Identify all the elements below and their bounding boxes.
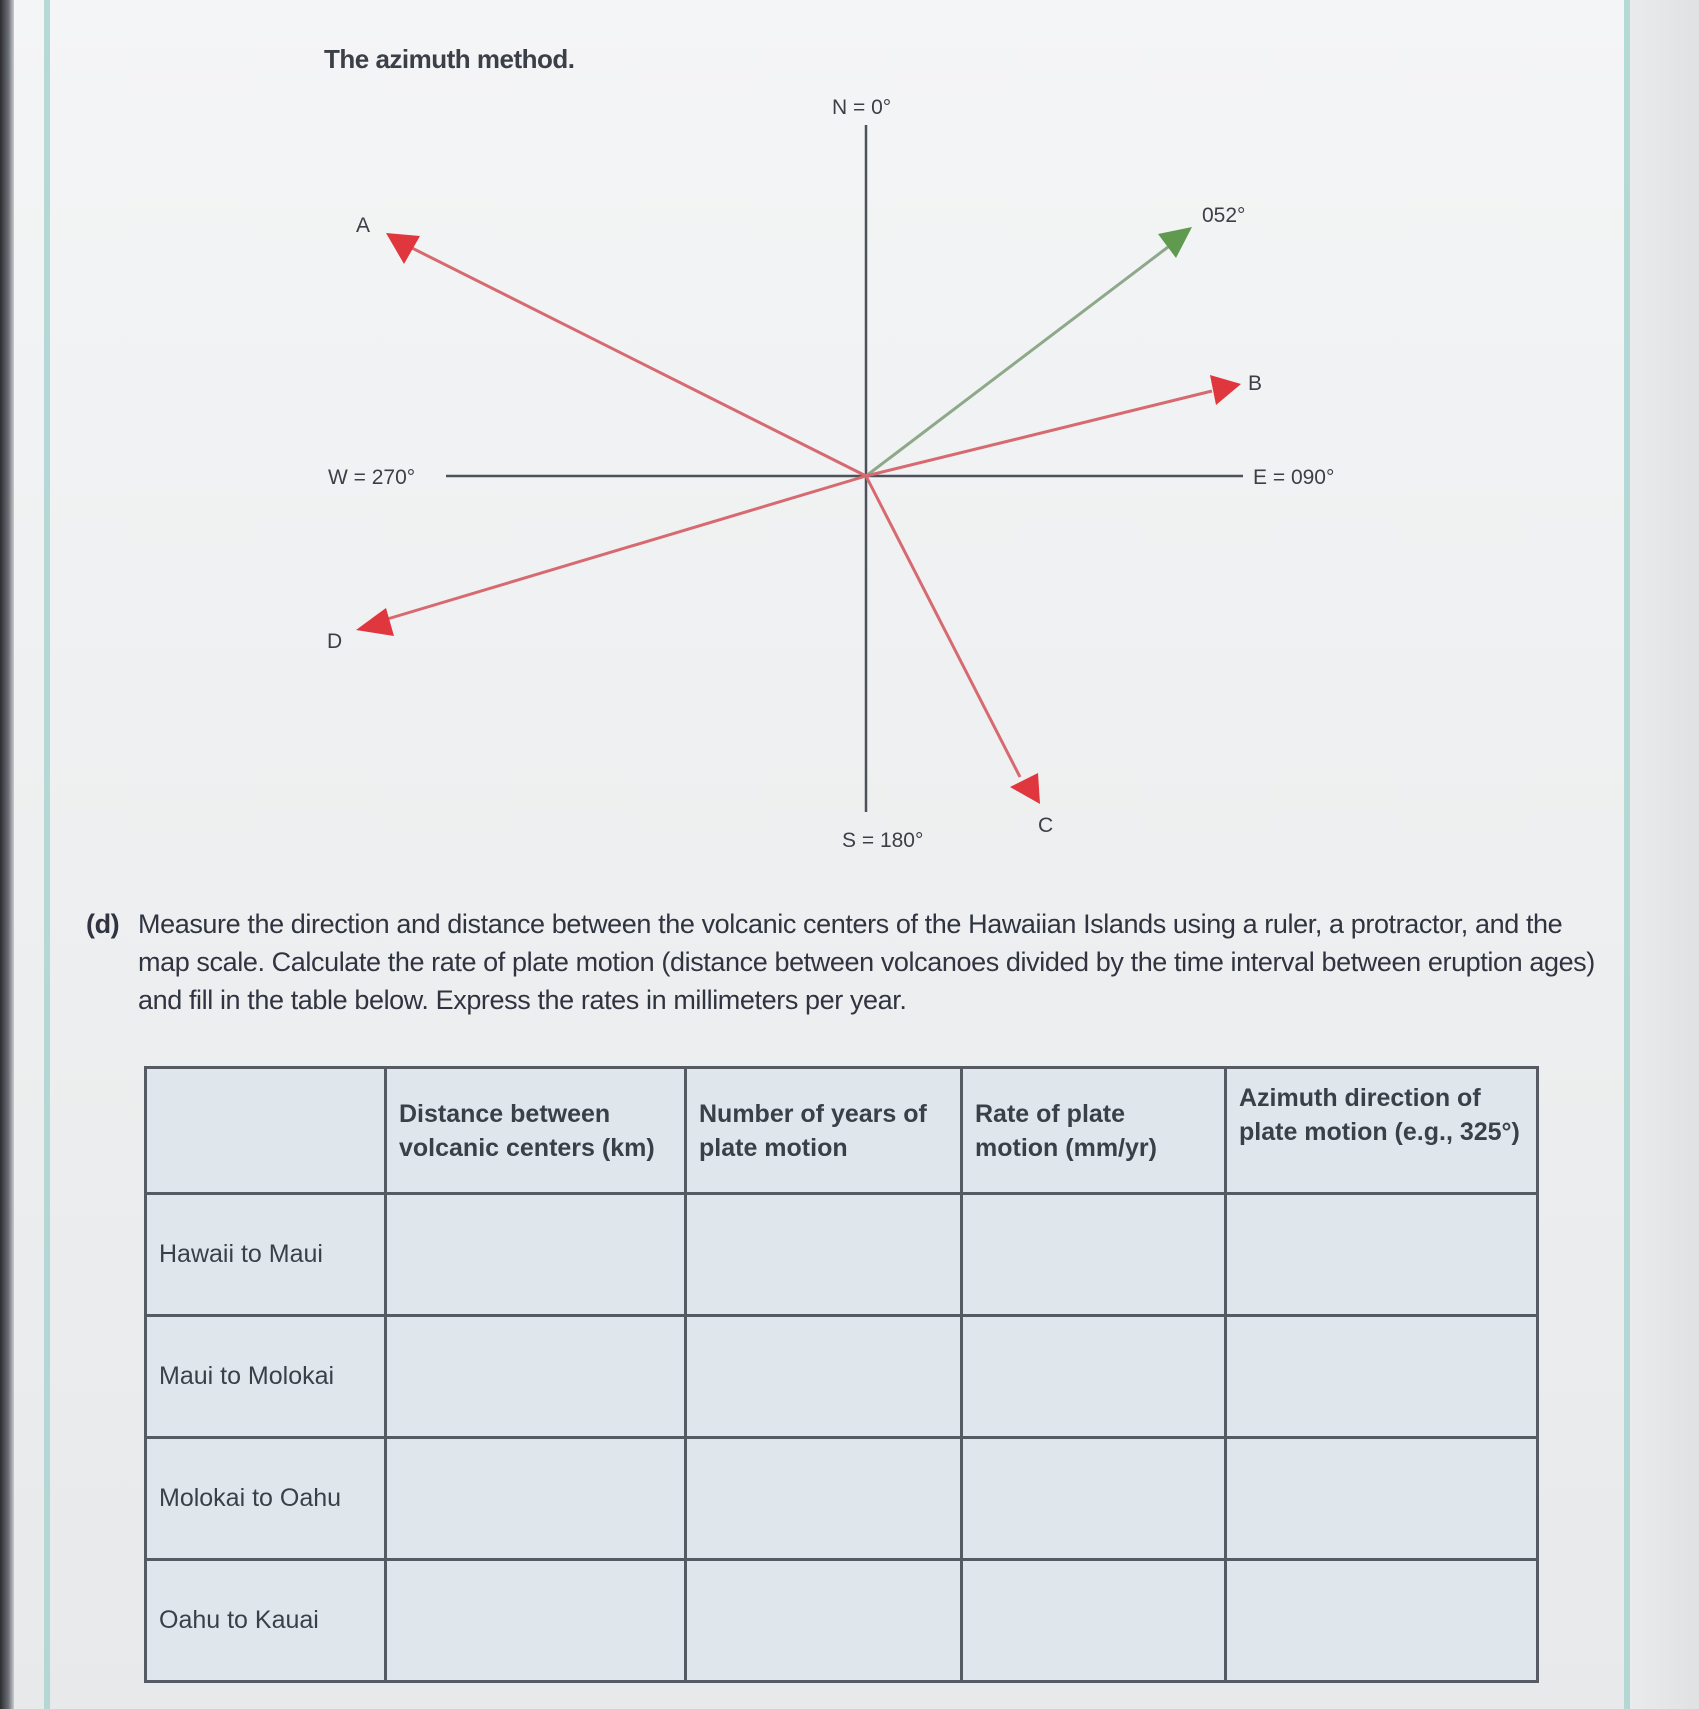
azimuth-cell[interactable] (1226, 1438, 1538, 1560)
arrow-b-line (866, 391, 1212, 476)
east-label: E = 090° (1253, 466, 1335, 489)
arrow-c-label: C (1038, 814, 1054, 837)
arrow-052-label: 052° (1202, 204, 1246, 227)
section-heading: The azimuth method. (324, 44, 575, 74)
arrow-b-label: B (1248, 372, 1263, 395)
arrow-b-head (1210, 375, 1241, 405)
question-text: Measure the direction and distance between the volcanic centers of the Hawaiian Islands using a ruler, a protractor, and the map scale. Calculate the rate of plate motion (distance between volcanoes divided by the time interval between eruption ages) and fill in the table below. Express the rates in millimeters per year. (138, 909, 1595, 1015)
years-cell[interactable] (686, 1194, 962, 1316)
azimuth-cell[interactable] (1226, 1194, 1538, 1316)
years-cell[interactable] (686, 1316, 962, 1438)
question-tag: (d) (86, 909, 120, 939)
arrow-052-line (866, 247, 1168, 476)
row-label: Molokai to Oahu (146, 1438, 386, 1560)
row-label: Maui to Molokai (146, 1316, 386, 1438)
distance-cell[interactable] (386, 1316, 686, 1438)
row-label: Hawaii to Maui (146, 1194, 386, 1316)
table-row (146, 1194, 1538, 1316)
arrow-d-line (384, 476, 866, 620)
azimuth-cell[interactable] (1226, 1560, 1538, 1682)
west-label: W = 270° (328, 466, 416, 489)
rate-cell[interactable] (962, 1316, 1226, 1438)
distance-cell[interactable] (386, 1438, 686, 1560)
arrow-052-head (1158, 227, 1192, 258)
rate-cell[interactable] (962, 1560, 1226, 1682)
arrow-a-line (410, 247, 866, 476)
azimuth-cell[interactable] (1226, 1316, 1538, 1438)
arrow-c-line (866, 476, 1020, 777)
distance-cell[interactable] (386, 1560, 686, 1682)
arrow-d-label: D (327, 630, 343, 653)
arrow-a-label: A (356, 214, 371, 237)
table-row (146, 1438, 1538, 1560)
arrow-d-head (356, 608, 394, 636)
years-cell[interactable] (686, 1560, 962, 1682)
arrow-c-head (1010, 773, 1040, 804)
table-header-row (146, 1068, 1538, 1194)
header-rate: Rate of plate motion (mm/yr) (962, 1068, 1226, 1194)
plate-motion-table (144, 1066, 1539, 1683)
years-cell[interactable] (686, 1438, 962, 1560)
rate-cell[interactable] (962, 1438, 1226, 1560)
table-row (146, 1316, 1538, 1438)
header-azimuth: Azimuth direction of plate motion (e.g., 325°) (1226, 1068, 1538, 1194)
header-distance: Distance between volcanic centers (km) (386, 1068, 686, 1194)
row-label: Oahu to Kauai (146, 1560, 386, 1682)
header-years: Number of years of plate motion (686, 1068, 962, 1194)
north-label: N = 0° (832, 96, 892, 119)
distance-cell[interactable] (386, 1194, 686, 1316)
rate-cell[interactable] (962, 1194, 1226, 1316)
south-label: S = 180° (842, 829, 924, 852)
header-blank (146, 1068, 386, 1194)
table-row (146, 1560, 1538, 1682)
